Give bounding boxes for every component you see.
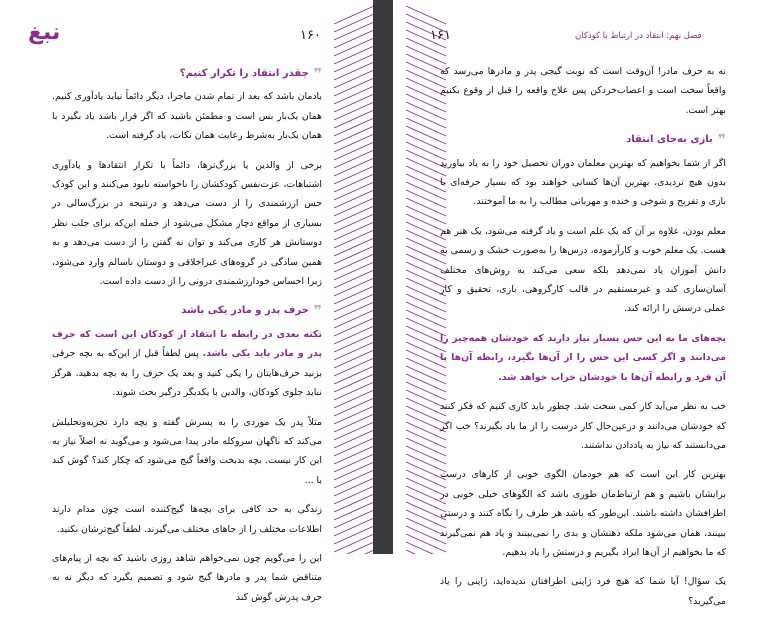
hatch-line [334, 46, 374, 64]
left-page [0, 0, 376, 603]
hatch-line [334, 94, 374, 112]
hatch-line [334, 294, 374, 312]
hatch-line [334, 142, 374, 160]
left-heading-1-text: چقدر انتقاد را تکرار کنیم؟ [179, 68, 309, 79]
hatch-line [334, 502, 374, 520]
hatch-line [334, 270, 374, 288]
left-paragraph-3-highlight: نکته بعدی در رابطه با انتقاد از کودکان این است که حرف پدر و مادر باید یکی باشد. [52, 328, 322, 360]
right-heading-1 [440, 130, 726, 149]
left-paragraph-2: برخی از والدین یا بزرگ‌ترها، دائماً با تکرار انتقادها و یادآوری اشتباهات، عزت‌نفس کودکشان را ناخواسته نابود می‌کنند و این کودک حس ارزشمندی را از دست می‌دهد و درنتیجه در بزرگ‌سالی در بسیاری از مواقع دچار مشکل می‌شود از جمله این‌که برای جلب نظر دوستانش هر کاری می‌کند و توان نه گفتن را از دست می‌دهد و به همین سادگی در گروه‌های غیراخلاقی و دوستان ناسالم وارد می‌شود، زیرا احساس خودارزشمندی درونی را از دست داده است. [52, 159, 322, 288]
hatch-line [334, 398, 374, 416]
hatch-line [334, 358, 374, 376]
hatch-line [334, 334, 374, 352]
hatch-line [334, 494, 374, 512]
hatch-line [334, 206, 374, 224]
hatch-line [334, 166, 374, 184]
hatch-line [334, 222, 374, 240]
right-paragraph-1: اگر از شما بخواهیم که بهترین معلمان دوران تحصیل خود را به یاد بیاورید بدون هیچ تردیدی، بهترین آن‌ها کسانی خواهند بود که بسیار حرفه‌ای با بازی و تفریح و شوخی و خنده و مهربانی مطالب را به ما آموختند. [440, 157, 726, 208]
left-heading-2-text: حرف پدر و مادر یکی باشد [181, 305, 309, 317]
hatch-line [334, 406, 374, 424]
hatch-line [334, 302, 374, 320]
right-page-number: ۱۶۱ [430, 28, 451, 43]
left-paragraph-3-rest: پس لطفاً قبل از این‌که به بچه حرفی بزنید حرف‌هایتان را یکی کنید و بعد یک حرف را به بچه بدهید. هرگز نباید جلوی کودکان، والدین با یکدیگر درگیر بحث شوند. [52, 348, 322, 399]
hatch-line [334, 118, 374, 136]
hatch-line [334, 310, 374, 328]
hatch-line [334, 70, 374, 88]
hatch-line [334, 238, 374, 256]
hatch-line [334, 22, 374, 40]
hatch-line [334, 470, 374, 488]
hatch-line [334, 174, 374, 192]
hatch-line [334, 478, 374, 496]
hatch-line [334, 278, 374, 296]
publisher-logo: نبغ [28, 20, 61, 45]
hatch-line [334, 38, 374, 56]
right-heading-1-text: بازی به‌جای انتقاد [626, 134, 713, 146]
hatch-line [334, 102, 374, 120]
hatch-line [334, 6, 374, 24]
quote-mark-icon: ❞ [313, 303, 322, 320]
hatch-line [334, 390, 374, 408]
hatch-line [334, 510, 374, 528]
hatch-line [334, 150, 374, 168]
hatch-line [334, 110, 374, 128]
right-paragraph-0: نه به حرف مادر! آن‌وقت است که نوبت گیجی پدر و مادرها می‌رسد که واقعاً سخت است و اعصاب‌خردکن پس علاج واقعه را قبل از وقوع بکنیم بهتر است. [440, 66, 726, 116]
hatch-line [334, 86, 374, 104]
hatch-line [334, 366, 374, 384]
quote-mark-icon: ❞ [313, 65, 322, 82]
right-paragraph-3-highlight: بچه‌های ما به این حس بسیار نیاز دارند که خودشان همه‌چیز را می‌دانند و اگر کسی این حس را از آن‌ها بگیرد، رابطه آن‌ها با آن فرد و رابطه آن‌ها با خودشان خراب خواهد شد. [440, 332, 726, 383]
quote-mark-icon: ❞ [717, 131, 726, 148]
hatch-line [334, 30, 374, 48]
hatch-line [334, 190, 374, 208]
hatch-line [334, 134, 374, 152]
hatch-line [334, 158, 374, 176]
hatch-line [334, 414, 374, 432]
left-heading-2 [52, 301, 322, 320]
left-paragraph-5: زندگی به حد کافی برای بچه‌ها گیج‌کننده است چون مدام دارند اطلاعات مختلف را از جاهای مختلف می‌گیرند. لطفاً گیج‌ترشان نکنید. [52, 504, 322, 535]
hatch-line [334, 254, 374, 272]
hatch-line [334, 430, 374, 448]
left-page-number: ۱۶۰ [300, 28, 321, 43]
left-heading-1 [52, 64, 322, 83]
hatch-line [334, 198, 374, 216]
hatch-line [334, 534, 374, 552]
left-paragraph-1: یادمان باشد که بعد از تمام شدن ماجرا، دیگر دائماً نباید یادآوری کنیم. همان یک‌بار بس است و مطمئن باشید که اگر قرار باشد یاد بگیرد با همان یک‌بار به‌شرط رعایت همان نکات، یاد گرفته است. [52, 91, 322, 142]
hatch-line [334, 526, 374, 544]
hatch-line [334, 486, 374, 504]
hatch-line [334, 78, 374, 96]
hatch-line [334, 14, 374, 32]
hatch-line [334, 446, 374, 464]
hatch-line [334, 438, 374, 456]
right-page-text [440, 62, 726, 621]
hatch-line [334, 518, 374, 536]
hatch-line [334, 382, 374, 400]
hatch-line [334, 246, 374, 264]
right-paragraph-5: بهترین کار این است که هم خودمان الگوی خوبی از کارهای درست برایشان باشیم و هم ارتباط‌مان طوری باشد که الگوهای خیلی خوبی در اطرافشان داشته باشند. این‌طور که باشد هر طرف را نگاه کنند و درستی ببینند، همان می‌شود ملکه ذهنشان و بدی را نمی‌بینند و یاد هم نمی‌گیرند که ما بخواهیم از آن‌ها ایراد بگیریم و درستش را یاد بدهیم. [440, 469, 726, 558]
right-paragraph-6: یک سؤال! آیا شما که هیچ فرد ژاپنی اطرافتان ندیده‌اید، ژاپنی را یاد می‌گیرید؟ [440, 576, 726, 607]
hatch-line [334, 422, 374, 440]
hatch-line [334, 342, 374, 360]
hatch-line [334, 286, 374, 304]
hatch-line [334, 214, 374, 232]
hatch-line [334, 182, 374, 200]
left-paragraph-6: این را می‌گویم چون نمی‌خواهم شاهد روزی باشید که بچه از پیام‌های متناقض شما پدر و مادرها گیج شود و تصمیم بگیرد که دیگر نه به حرف پدرش گوش کند [52, 552, 322, 603]
hatch-line [334, 326, 374, 344]
book-spine [373, 0, 393, 554]
hatch-line [334, 462, 374, 480]
hatch-line [334, 374, 374, 392]
left-paragraph-4: مثلاً پدر یک موردی را به پسرش گفته و بچه دارد تجزیه‌وتحلیلش می‌کند که ناگهان سروکله مادر پیدا می‌شود و می‌گوید نه اصلاً نیاز به این کار نیست. بچه بدبخت واقعاً گیج می‌شود که چکار کند؟ گوش کند یا ... [52, 416, 322, 486]
hatch-line [334, 126, 374, 144]
left-paragraph-3 [52, 325, 322, 403]
right-paragraph-2: معلم بودن، علاوه بر آن که یک علم است و یاد گرفته می‌شود، یک هنر هم هست. یک معلم خوب و کارآزموده، درس‌ها را به‌صورت خشک و رسمی به دانش آموزان یاد نمی‌دهد بلکه سعی می‌کند به روش‌های مختلف آسان‌سازی کند و غیرمستقیم در قالب کارگروهی، بازی، تحقیق و کار عملی درسش را ارائه کند. [440, 225, 726, 315]
right-paragraph-4: خب به نظر می‌آید کار کمی سخت شد. چطور باید کاری کنیم که فکر کنند که خودشان می‌دانند و درعین‌حال کار درست را از ما یاد بگیرند؟ خب اگر می‌دانستند که نیاز به یاددادن نداشتند. [440, 401, 726, 451]
hatch-line [334, 454, 374, 472]
hatch-line [334, 542, 374, 554]
hatch-line [334, 230, 374, 248]
hatch-line [334, 54, 374, 72]
left-page-text [52, 62, 322, 617]
hatch-line [334, 350, 374, 368]
hatch-line [334, 262, 374, 280]
chapter-title: فصل نهم: انتقاد در ارتباط با کودکان [575, 31, 702, 41]
hatch-line [334, 318, 374, 336]
hatch-line [334, 62, 374, 80]
